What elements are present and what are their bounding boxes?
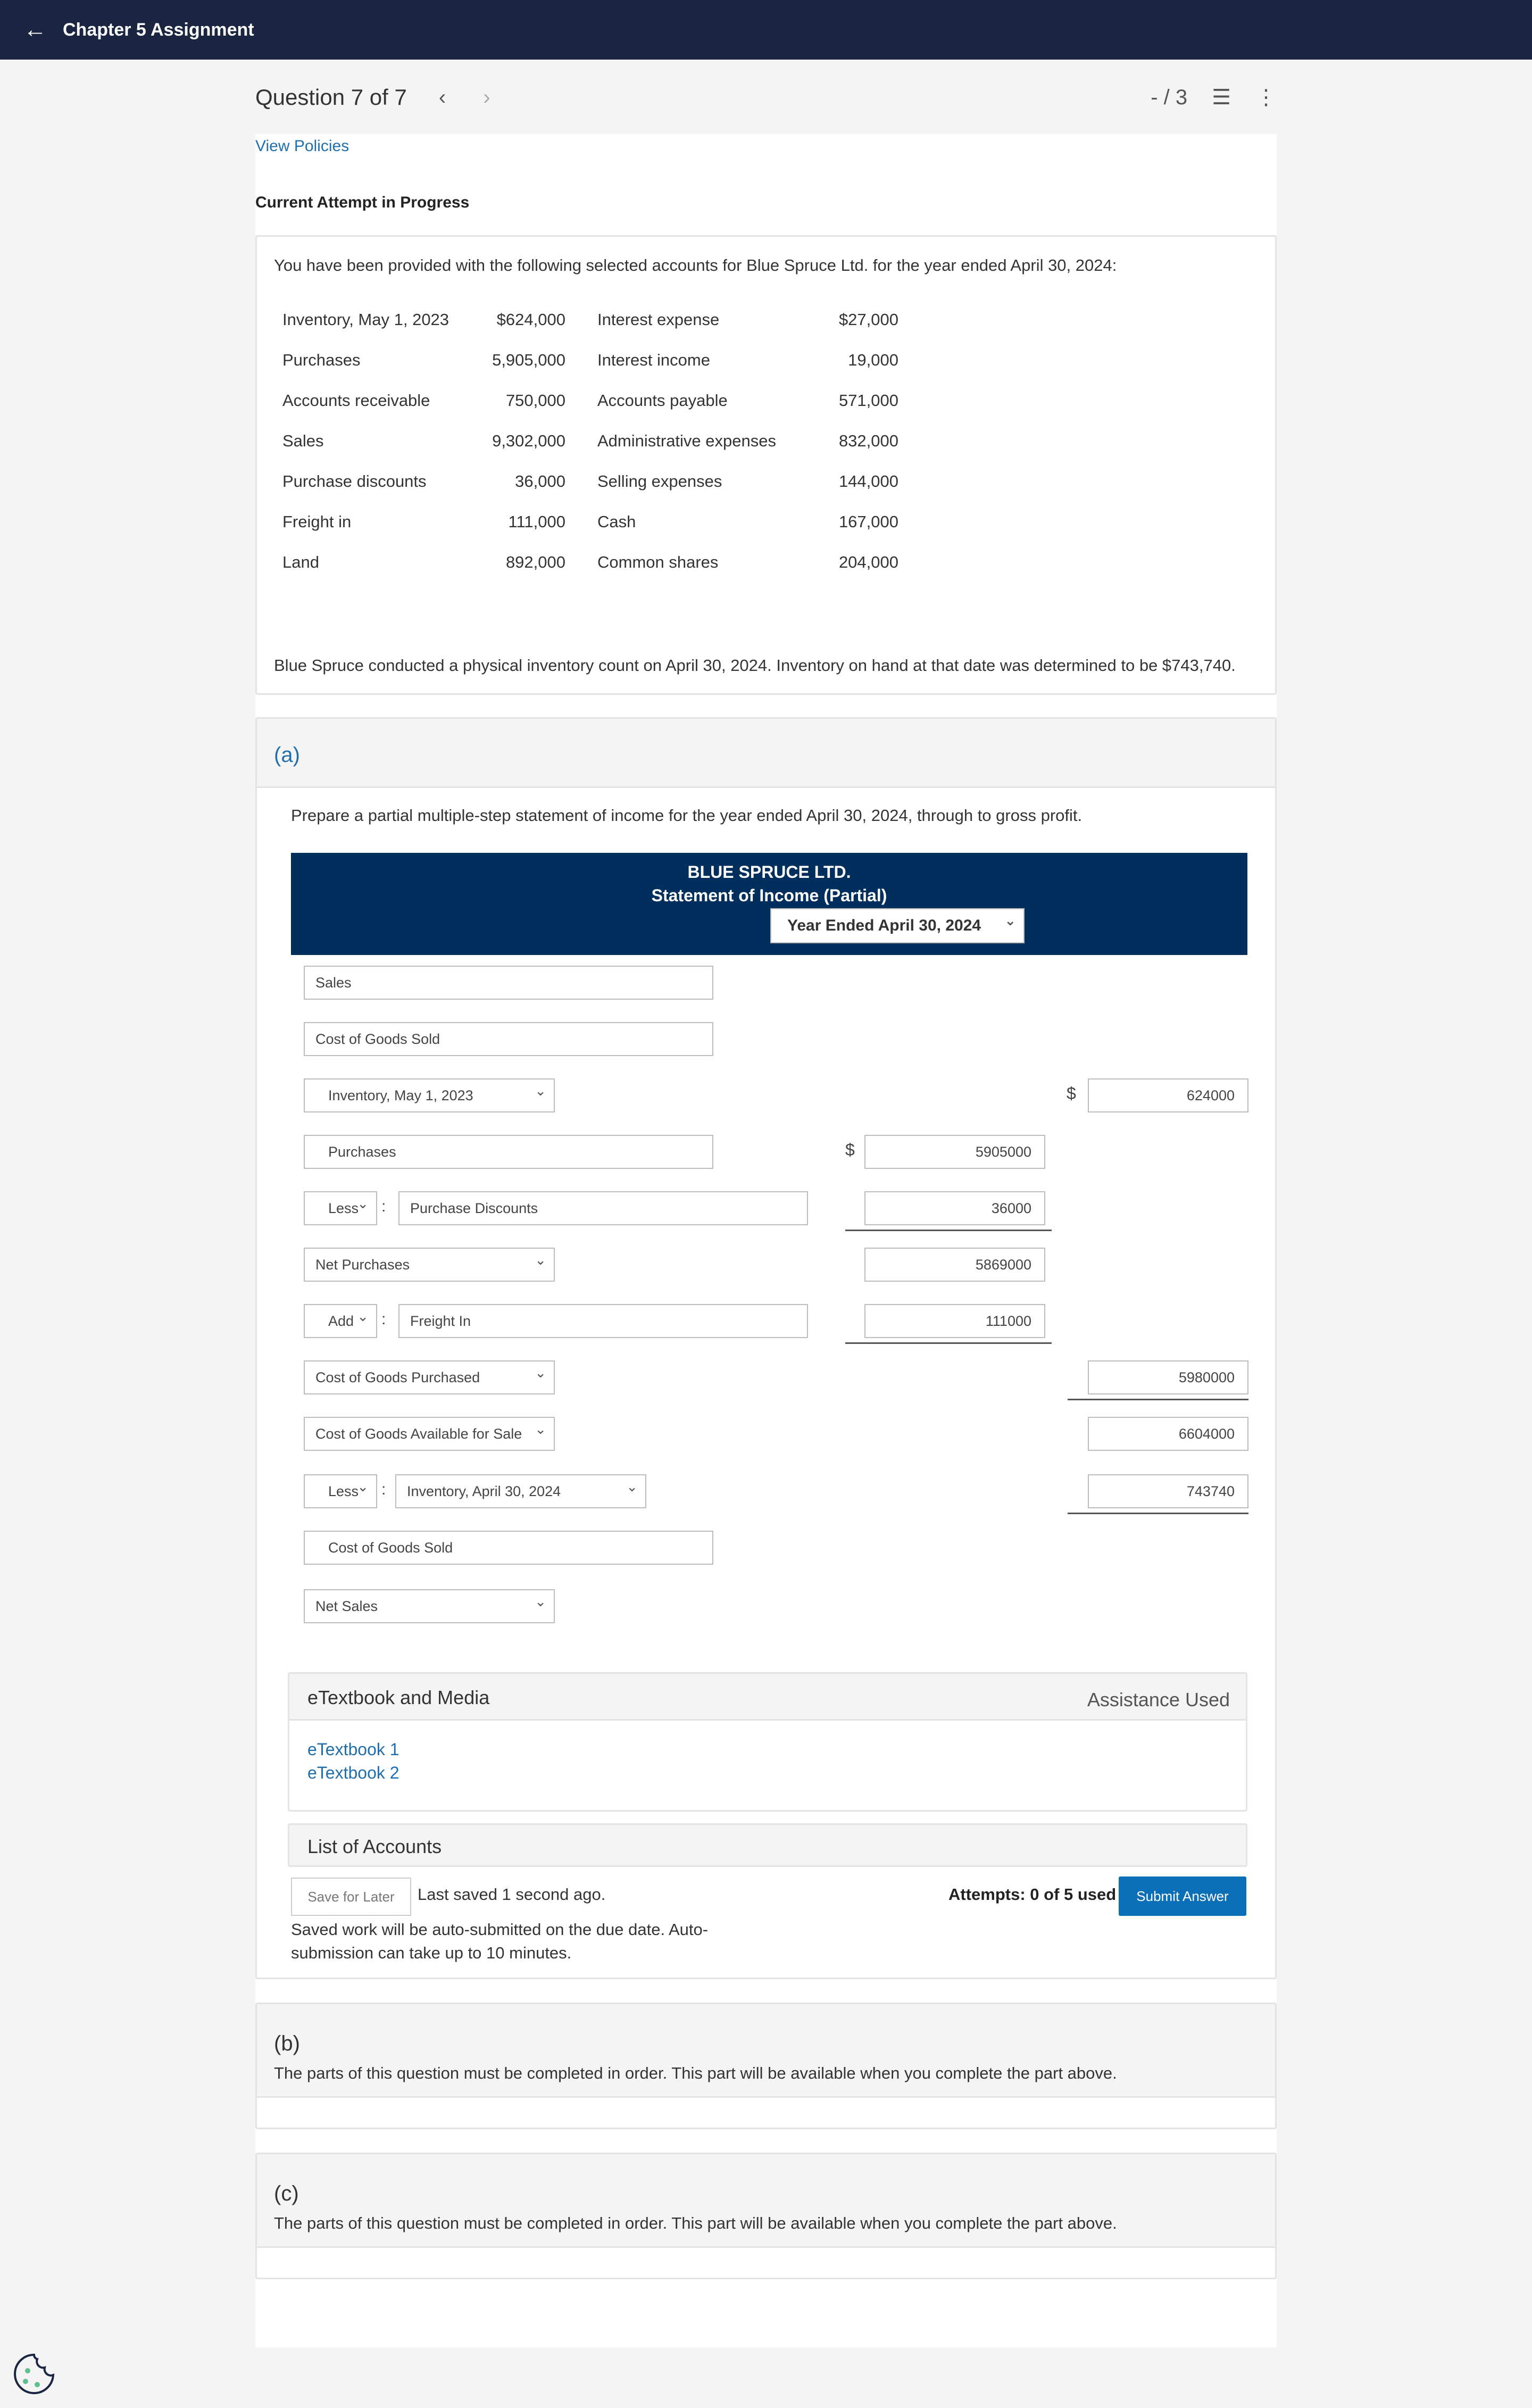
etextbook-media-title: eTextbook and Media xyxy=(307,1687,490,1708)
account-name: Sales xyxy=(282,431,324,450)
sales-label-field[interactable]: Sales xyxy=(304,966,713,1000)
etextbook-1-link[interactable]: eTextbook 1 xyxy=(307,1740,399,1759)
part-a-panel xyxy=(255,717,1277,1979)
assignment-title[interactable]: Chapter 5 Assignment xyxy=(63,19,254,40)
freight-in-field[interactable]: Freight In xyxy=(398,1304,808,1338)
purchase-discounts-amount[interactable]: 36000 xyxy=(864,1191,1045,1225)
etextbook-2-link[interactable]: eTextbook 2 xyxy=(307,1763,399,1782)
account-value: 832,000 xyxy=(838,431,898,450)
list-of-accounts-panel[interactable] xyxy=(288,1823,1247,1867)
account-name: Accounts payable xyxy=(597,391,728,410)
statement-header xyxy=(291,853,1247,955)
cogs-heading-field[interactable]: Cost of Goods Sold xyxy=(304,1022,713,1056)
attempt-status: Current Attempt in Progress xyxy=(255,194,470,211)
cogas-select[interactable]: Cost of Goods Available for Sale ⌄ xyxy=(304,1417,555,1451)
period-select[interactable]: Year Ended April 30, 2024 ⌄ xyxy=(770,908,1025,943)
part-a-label: (a) xyxy=(274,743,300,767)
less-select-1[interactable]: Less ⌄ xyxy=(304,1191,377,1225)
question-intro xyxy=(255,235,1277,695)
etextbook-media-header[interactable] xyxy=(289,1674,1246,1721)
account-value: $27,000 xyxy=(838,310,898,329)
question-counter: Question 7 of 7 xyxy=(255,85,407,110)
account-name: Purchases xyxy=(282,351,361,369)
inventory-end-amount[interactable]: 743740 xyxy=(1088,1474,1248,1508)
back-arrow-icon[interactable]: ← xyxy=(23,16,47,43)
account-name: Land xyxy=(282,553,319,571)
part-c-panel xyxy=(255,2153,1277,2279)
part-c-label: (c) xyxy=(274,2182,299,2205)
nav-right-group xyxy=(1151,85,1277,110)
account-name: Accounts receivable xyxy=(282,391,430,410)
view-policies-link[interactable]: View Policies xyxy=(255,137,349,155)
inventory-begin-amount[interactable]: 624000 xyxy=(1088,1078,1248,1112)
submit-answer-button[interactable]: Submit Answer xyxy=(1119,1876,1246,1916)
dollar-sign: $ xyxy=(845,1140,855,1159)
cogs-label-field[interactable]: Cost of Goods Sold xyxy=(304,1531,713,1565)
attempts-counter: Attempts: 0 of 5 used xyxy=(948,1885,1117,1904)
colon: : xyxy=(381,1481,386,1498)
cogas-amount[interactable]: 6604000 xyxy=(1088,1417,1248,1451)
account-name: Interest expense xyxy=(597,310,720,329)
company-name: BLUE SPRUCE LTD. xyxy=(687,862,851,882)
underline xyxy=(1068,1513,1248,1514)
part-c-message: The parts of this question must be completed in order. This part will be available when you complete the part above. xyxy=(274,2214,1117,2232)
part-a-prompt: Prepare a partial multiple-step statement of income for the year ended April 30, 2024, through to gross profit. xyxy=(291,806,1083,825)
intro-lead: You have been provided with the following selected accounts for Blue Spruce Ltd. for the year ended April 30, 2024: xyxy=(274,256,1117,275)
account-name: Interest income xyxy=(597,351,710,369)
part-c-header xyxy=(257,2154,1275,2248)
account-value: 204,000 xyxy=(838,553,898,571)
freight-in-amount[interactable]: 111000 xyxy=(864,1304,1045,1338)
account-name: Purchase discounts xyxy=(282,472,427,491)
colon: : xyxy=(381,1198,386,1215)
statement-title: Statement of Income (Partial) xyxy=(651,886,887,905)
account-value: 750,000 xyxy=(505,391,565,410)
account-value: 571,000 xyxy=(838,391,898,410)
account-name: Freight in xyxy=(282,512,352,531)
intro-inventory-note: Blue Spruce conducted a physical inventory count on April 30, 2024. Inventory on hand at that date was determined to be $743,740. xyxy=(274,656,1236,675)
purchases-amount[interactable]: 5905000 xyxy=(864,1135,1045,1169)
account-value: 9,302,000 xyxy=(492,431,565,450)
cookie-settings-icon[interactable] xyxy=(12,2352,56,2396)
part-b-panel xyxy=(255,2003,1277,2129)
colon: : xyxy=(381,1310,386,1328)
account-name: Cash xyxy=(597,512,636,531)
account-value: $624,000 xyxy=(496,310,565,329)
inventory-end-select[interactable]: Inventory, April 30, 2024 ⌄ xyxy=(395,1474,646,1508)
dollar-sign: $ xyxy=(1067,1084,1076,1103)
score-display: - / 3 xyxy=(1151,85,1188,109)
part-b-message: The parts of this question must be completed in order. This part will be available when you complete the part above. xyxy=(274,2064,1117,2082)
account-value: 892,000 xyxy=(505,553,565,571)
next-question-button[interactable]: › xyxy=(483,85,490,109)
account-value: 111,000 xyxy=(508,512,565,531)
question-list-icon[interactable]: ☰ xyxy=(1212,86,1231,109)
underline xyxy=(845,1230,1052,1231)
cogp-amount[interactable]: 5980000 xyxy=(1088,1360,1248,1394)
account-value: 144,000 xyxy=(838,472,898,491)
save-for-later-button[interactable]: Save for Later xyxy=(291,1878,411,1916)
etextbook-media-panel xyxy=(288,1672,1247,1812)
account-value: 19,000 xyxy=(848,351,898,369)
last-saved-text: Last saved 1 second ago. xyxy=(418,1885,606,1904)
list-of-accounts-title: List of Accounts xyxy=(307,1836,442,1857)
account-value: 167,000 xyxy=(838,512,898,531)
top-bar xyxy=(0,0,1532,60)
less-select-2[interactable]: Less ⌄ xyxy=(304,1474,377,1508)
more-options-icon[interactable]: ⋮ xyxy=(1255,86,1277,109)
net-purchases-select[interactable]: Net Purchases ⌄ xyxy=(304,1248,555,1282)
part-b-label: (b) xyxy=(274,2032,300,2055)
underline xyxy=(845,1342,1052,1344)
inventory-begin-select[interactable]: Inventory, May 1, 2023 ⌄ xyxy=(304,1078,555,1112)
account-name: Administrative expenses xyxy=(597,431,776,450)
part-b-header xyxy=(257,2004,1275,2098)
autosubmit-note: Saved work will be auto-submitted on the due date. Auto-submission can take up to 10 minutes. xyxy=(291,1920,709,1962)
account-name: Inventory, May 1, 2023 xyxy=(282,310,449,329)
purchase-discounts-field[interactable]: Purchase Discounts xyxy=(398,1191,808,1225)
account-value: 5,905,000 xyxy=(492,351,565,369)
net-sales-select[interactable]: Net Sales ⌄ xyxy=(304,1589,555,1623)
add-select[interactable]: Add ⌄ xyxy=(304,1304,377,1338)
account-value: 36,000 xyxy=(515,472,565,491)
cogp-select[interactable]: Cost of Goods Purchased ⌄ xyxy=(304,1360,555,1394)
account-name: Selling expenses xyxy=(597,472,722,491)
part-a-header[interactable] xyxy=(257,719,1275,788)
underline xyxy=(1068,1399,1248,1400)
account-name: Common shares xyxy=(597,553,719,571)
prev-question-button[interactable]: ‹ xyxy=(438,85,446,109)
net-purchases-amount[interactable]: 5869000 xyxy=(864,1248,1045,1282)
purchases-label-field[interactable]: Purchases xyxy=(304,1135,713,1169)
question-nav xyxy=(255,80,1277,115)
assistance-used-label: Assistance Used xyxy=(1087,1689,1230,1710)
